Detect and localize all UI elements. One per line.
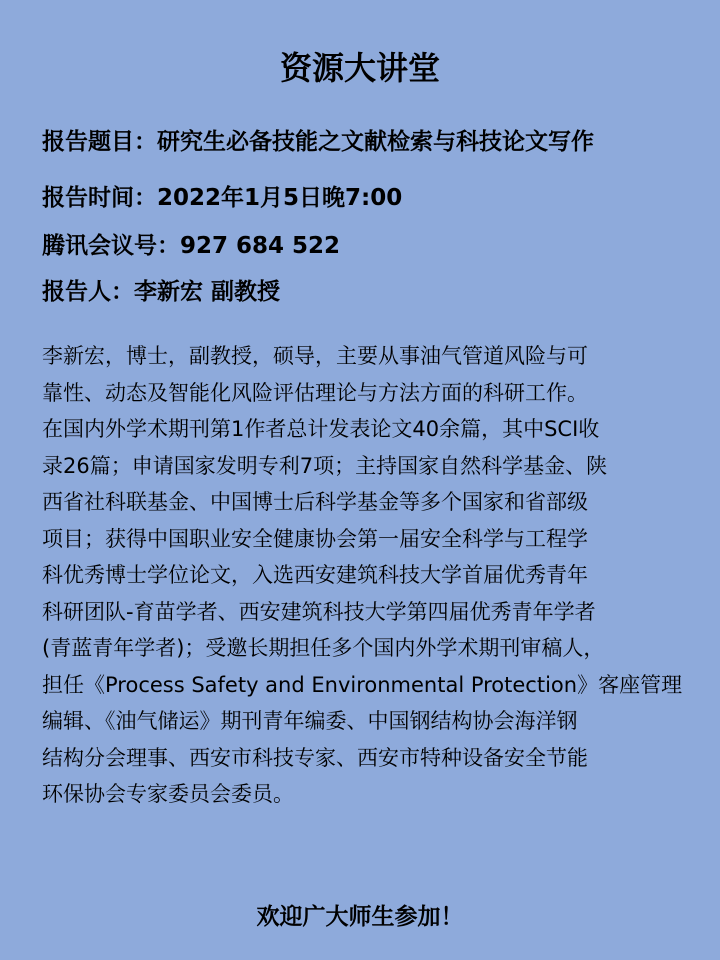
bio-line: 西省社科联基金、中国博士后科学基金等多个国家和省部级 [42, 490, 588, 514]
speaker-biography [42, 338, 682, 813]
bio-line: 项目；获得中国职业安全健康协会第一届安全科学与工程学 [42, 526, 588, 551]
report-speaker [42, 276, 280, 308]
bio-line: 编辑、《油气储运》期刊青年编委、中国钢结构协会海洋钢 [42, 709, 578, 733]
report-topic-value: 研究生必备技能之文献检索与科技论文写作 [157, 129, 594, 155]
report-speaker-label: 报告人： [42, 279, 134, 305]
welcome-message: 欢迎广大师生参加！ [256, 903, 464, 930]
report-topic [42, 126, 594, 158]
bio-line: 科研团队-育苗学者、西安建筑科技大学第四届优秀青年学者 [42, 599, 596, 624]
bio-line: 靠性、动态及智能化风险评估理论与方法方面的科研工作。 [42, 380, 588, 405]
report-time-label: 报告时间： [42, 185, 157, 211]
report-time [42, 182, 402, 214]
report-time-value: 2022年1月5日晚7:00 [157, 185, 403, 211]
tencent-meeting-value: 927 684 522 [180, 233, 341, 259]
report-speaker-value: 李新宏 副教授 [134, 279, 281, 305]
bio-line: 担任《Process Safety and Environmental Protection》客座管理 [42, 672, 683, 697]
bio-line: 科优秀博士学位论文，入选西安建筑科技大学首届优秀青年 [42, 563, 588, 587]
bio-line: (青蓝青年学者)；受邀长期担任多个国内外学术期刊审稿人， [42, 636, 605, 660]
report-topic-label: 报告题目： [42, 129, 157, 155]
bio-line: 李新宏，博士，副教授，硕导，主要从事油气管道风险与可 [42, 344, 588, 368]
tencent-meeting-label: 腾讯会议号： [42, 233, 180, 259]
poster-title: 资源大讲堂 [279, 49, 440, 87]
bio-line: 在国内外学术期刊第1作者总计发表论文40余篇，其中SCI收 [42, 417, 600, 441]
tencent-meeting-id [42, 230, 340, 262]
bio-line: 环保协会专家委员会委员。 [42, 782, 294, 806]
bio-line: 结构分会理事、西安市科技专家、西安市特种设备安全节能 [42, 745, 588, 770]
bio-line: 录26篇；申请国家发明专利7项；主持国家自然科学基金、陕 [42, 453, 608, 478]
